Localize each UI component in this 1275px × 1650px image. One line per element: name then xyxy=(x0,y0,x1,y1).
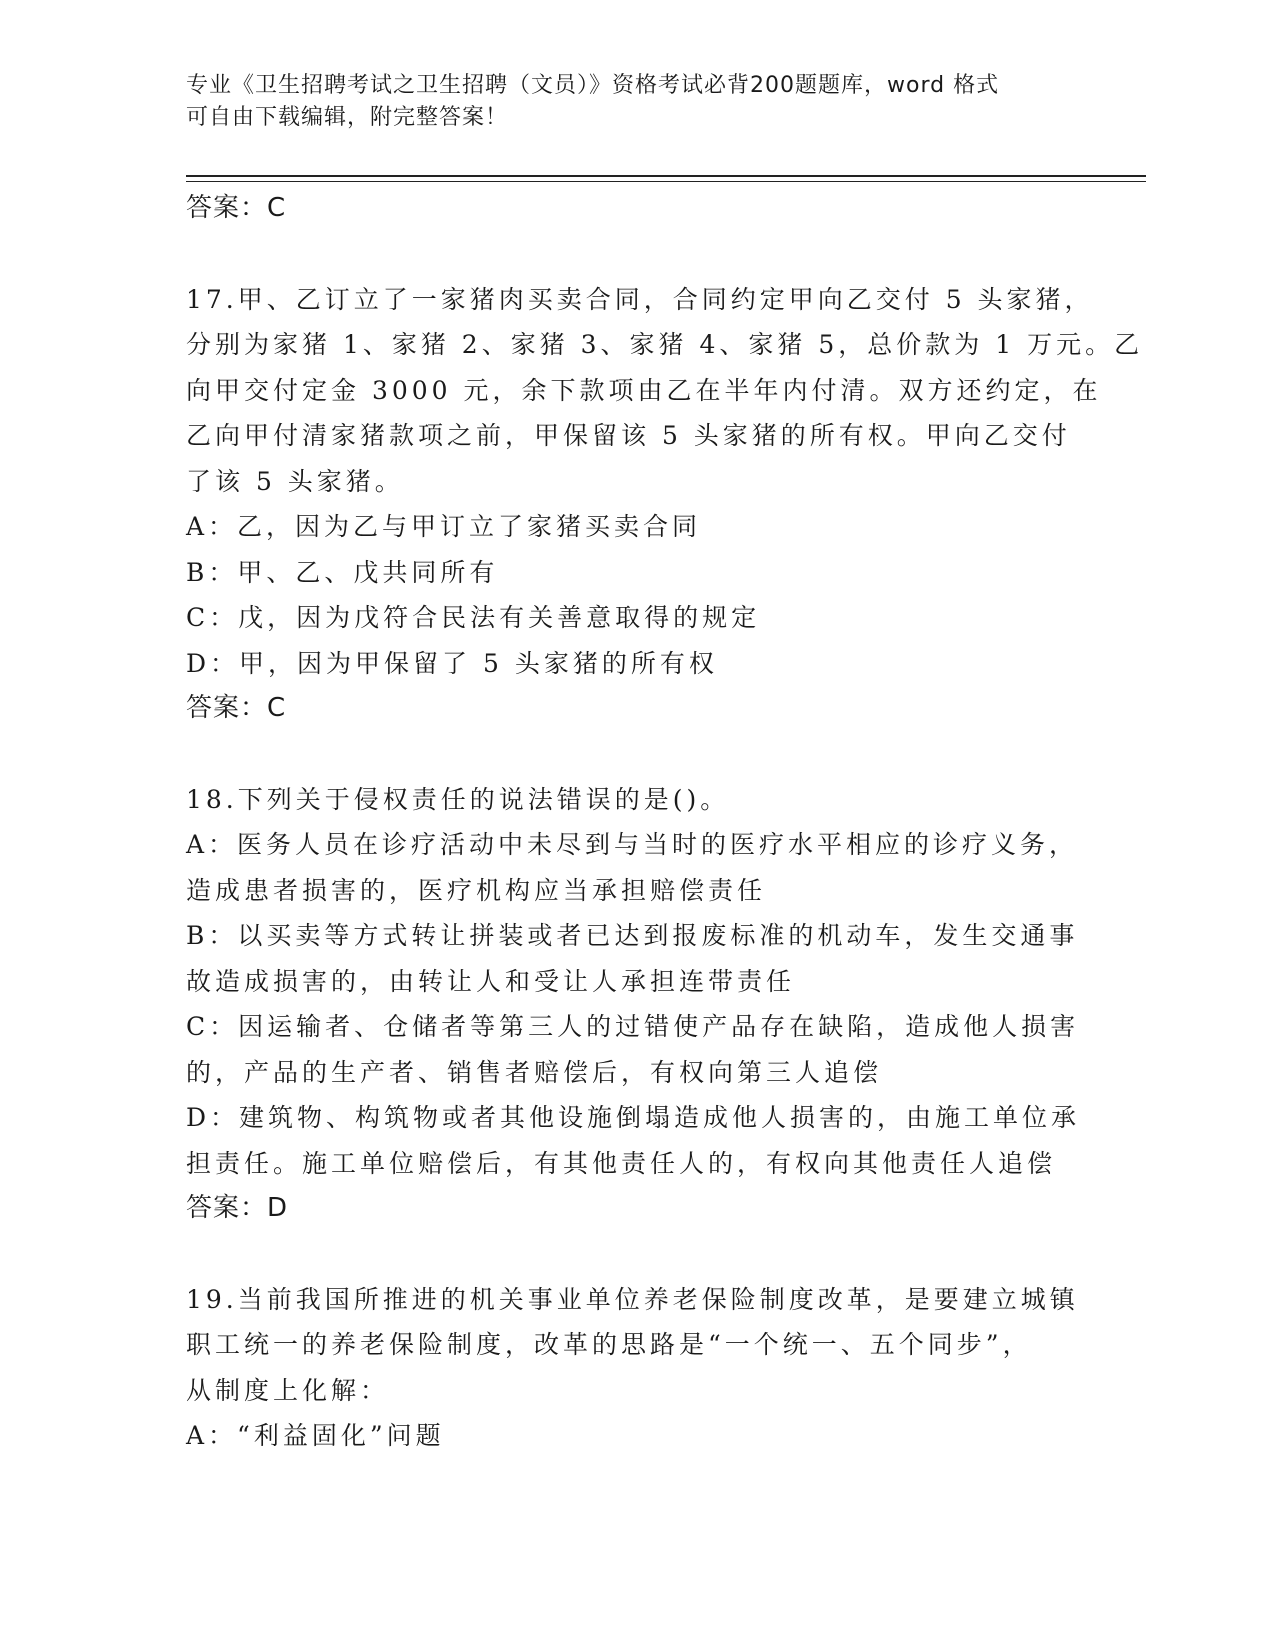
document-body xyxy=(186,186,1144,1459)
answer-line: 答案：D xyxy=(186,1193,289,1223)
question-text-line: 职工统一的养老保险制度，改革的思路是“一个统一、五个同步”， xyxy=(186,1330,1032,1359)
header-line-1: 专业《卫生招聘考试之卫生招聘（文员）》资格考试必背200题题库，word 格式 xyxy=(186,73,1000,98)
question-text-line: 从制度上化解： xyxy=(186,1375,390,1405)
header-line-2: 可自由下载编辑，附完整答案！ xyxy=(186,105,509,130)
question-text-line: 17.甲、乙订立了一家猪肉买卖合同，合同约定甲向乙交付 5 头家猪， xyxy=(186,284,1094,314)
option-d-continued: 担责任。施工单位赔偿后，有其他责任人的，有权向其他责任人追偿 xyxy=(186,1148,1057,1178)
option-c: C：戊，因为戊符合民法有关善意取得的规定 xyxy=(186,603,761,632)
header-divider-thick xyxy=(186,175,1146,177)
option-c-continued: 的，产品的生产者、销售者赔偿后，有权向第三人追偿 xyxy=(186,1057,883,1087)
header-divider-thin xyxy=(186,181,1146,182)
option-b-continued: 故造成损害的，由转让人和受让人承担连带责任 xyxy=(186,966,796,996)
question-text-line: 19.当前我国所推进的机关事业单位养老保险制度改革，是要建立城镇 xyxy=(186,1284,1079,1314)
question-text-line: 乙向甲付清家猪款项之前，甲保留该 5 头家猪的所有权。甲向乙交付 xyxy=(186,421,1071,450)
option-a-continued: 造成患者损害的，医疗机构应当承担赔偿责任 xyxy=(186,875,767,905)
option-d: D：建筑物、构筑物或者其他设施倒塌造成他人损害的，由施工单位承 xyxy=(186,1103,1081,1132)
option-a: A：“利益固化”问题 xyxy=(186,1421,445,1450)
spacer xyxy=(186,1232,1086,1277)
question-block-17 xyxy=(186,277,1144,732)
option-d: D：甲，因为甲保留了 5 头家猪的所有权 xyxy=(186,648,718,678)
question-block-19 xyxy=(186,1277,1086,1459)
question-text-line: 向甲交付定金 3000 元，余下款项由乙在半年内付清。双方还约定，在 xyxy=(186,375,1102,405)
question-text-line: 分别为家猪 1、家猪 2、家猪 3、家猪 4、家猪 5，总价款为 1 万元。乙 xyxy=(186,330,1144,359)
spacer xyxy=(186,732,1086,777)
answer-line: 答案：C xyxy=(186,193,287,223)
question-block-18 xyxy=(186,777,1086,1232)
option-b: B：甲、乙、戊共同所有 xyxy=(186,557,499,587)
answer-line: 答案：C xyxy=(186,693,287,723)
question-text-line: 了该 5 头家猪。 xyxy=(186,466,404,496)
page-header xyxy=(186,70,1086,134)
option-c: C：因运输者、仓储者等第三人的过错使产品存在缺陷，造成他人损害 xyxy=(186,1012,1080,1041)
option-a: A：医务人员在诊疗活动中未尽到与当时的医疗水平相应的诊疗义务， xyxy=(186,830,1079,859)
spacer xyxy=(186,232,1086,277)
question-text-line: 18.下列关于侵权责任的说法错误的是()。 xyxy=(186,784,730,814)
option-b: B：以买卖等方式转让拼装或者已达到报废标准的机动车，发生交通事 xyxy=(186,921,1079,950)
option-a: A：乙，因为乙与甲订立了家猪买卖合同 xyxy=(186,512,702,541)
